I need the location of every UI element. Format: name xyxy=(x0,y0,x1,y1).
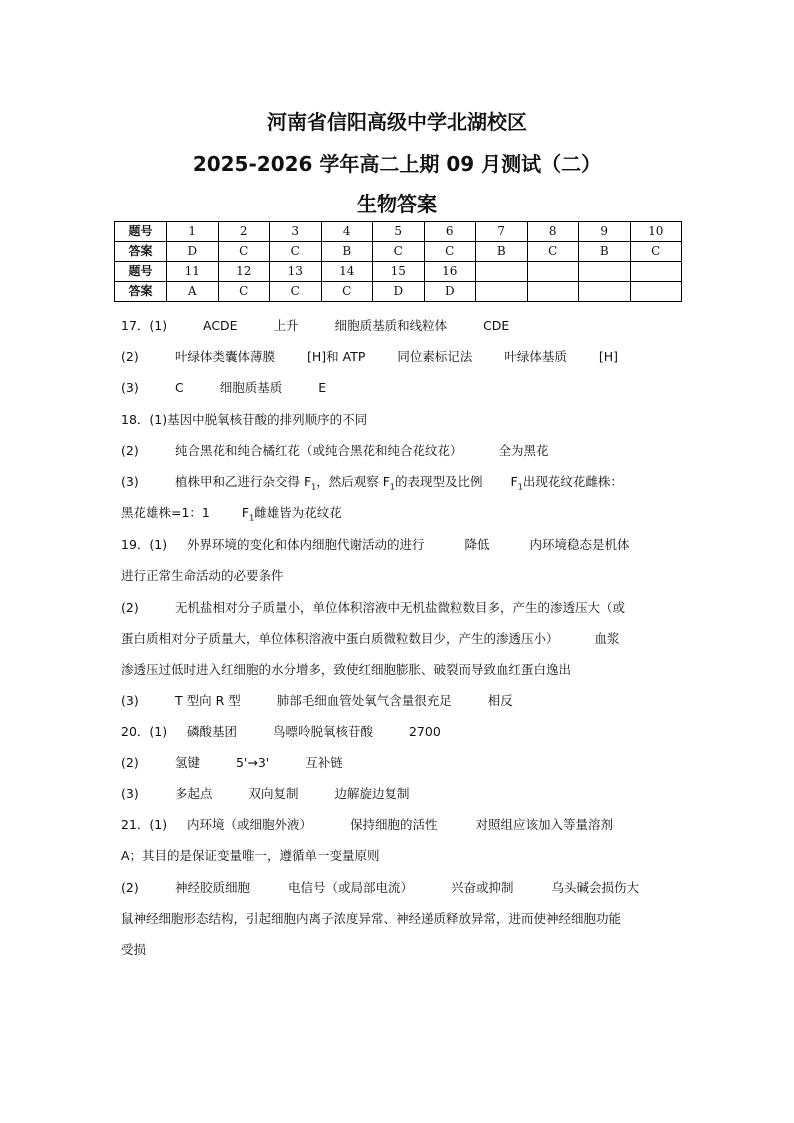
answer-line-19-2 xyxy=(121,598,625,616)
table-cell: B xyxy=(579,242,631,262)
answer-table xyxy=(114,221,682,302)
answer-line-18-3 xyxy=(121,472,623,492)
answer-line-21-2 xyxy=(121,878,639,896)
table-cell: 9 xyxy=(579,222,631,242)
table-cell xyxy=(579,262,631,282)
table-cell: 16 xyxy=(424,262,476,282)
table-cell: C xyxy=(527,242,579,262)
answer-text: 肺部毛细血管处氧气含量很充足 xyxy=(276,693,452,708)
answer-text: 乌头碱会损伤大 xyxy=(551,880,639,895)
table-cell xyxy=(579,282,631,302)
answer-text: 黑花雄株=1：1 xyxy=(121,505,210,520)
answer-text: 鼠神经细胞形态结构，引起细胞内离子浓度异常、神经递质释放异常，进而使神经细胞功能 xyxy=(121,911,622,926)
answer-text: 无机盐相对分子质量小，单位体积溶液中无机盐微粒数目多，产生的渗透压大（或 xyxy=(174,600,625,615)
answer-text: 叶绿体类囊体薄膜 xyxy=(174,349,275,364)
table-cell: 14 xyxy=(321,262,373,282)
answer-text: A；其目的是保证变量唯一，遵循单一变量原则 xyxy=(121,848,380,863)
answer-line-19-2-cont2 xyxy=(121,660,571,678)
table-cell: C xyxy=(218,242,270,262)
table-cell: 5 xyxy=(373,222,425,242)
answer-line-17-1 xyxy=(121,316,509,334)
table-cell xyxy=(476,282,528,302)
subscript: 1 xyxy=(517,482,523,492)
answer-text: 相反 xyxy=(487,693,513,708)
table-cell: C xyxy=(373,242,425,262)
answer-text: 磷酸基团 xyxy=(186,724,237,739)
table-row xyxy=(115,282,682,302)
table-cell xyxy=(476,262,528,282)
question-number: 17．(1) xyxy=(121,318,168,333)
answer-text: 内环境稳态是机体 xyxy=(529,537,630,552)
answer-text: 兴奋或抑制 xyxy=(450,880,514,895)
question-number: 20．(1) xyxy=(121,724,168,739)
table-row xyxy=(115,262,682,282)
answer-text: ACDE xyxy=(202,318,238,333)
answer-text: 基因中脱氧核苷酸的排列顺序的不同 xyxy=(167,412,368,427)
question-number: (3) xyxy=(121,474,139,489)
question-number: (2) xyxy=(121,443,139,458)
answer-text: 的表现型及比例 xyxy=(395,474,483,489)
table-cell: 2 xyxy=(218,222,270,242)
answer-text: 同位素标记法 xyxy=(397,349,473,364)
question-label: 题号 xyxy=(115,222,167,242)
answer-text: 氢键 xyxy=(174,755,200,770)
answer-text: 受损 xyxy=(121,942,147,957)
table-cell: 12 xyxy=(218,262,270,282)
table-cell: 8 xyxy=(527,222,579,242)
table-cell xyxy=(527,262,579,282)
answer-text: 鸟嘌呤脱氧核苷酸 xyxy=(272,724,373,739)
table-cell: B xyxy=(476,242,528,262)
table-row xyxy=(115,222,682,242)
school-title: 河南省信阳高级中学北湖校区 xyxy=(267,110,527,134)
answer-text: 全为黑花 xyxy=(498,443,549,458)
table-cell: D xyxy=(424,282,476,302)
table-cell: C xyxy=(630,242,682,262)
answer-text: 内环境（或细胞外液） xyxy=(186,817,312,832)
answer-text: CDE xyxy=(483,318,510,333)
answer-text: 外界环境的变化和体内细胞代谢活动的进行 xyxy=(186,537,425,552)
answer-text: 雌雄皆为花纹花 xyxy=(254,505,342,520)
answer-line-20-1 xyxy=(121,722,441,740)
answer-text: 互补链 xyxy=(305,755,343,770)
answer-text: E xyxy=(318,380,327,395)
answer-line-21-1-cont xyxy=(121,846,380,864)
answer-line-21-2-cont xyxy=(121,909,621,927)
answer-text: 保持细胞的活性 xyxy=(349,817,438,832)
question-number: (3) xyxy=(121,786,139,801)
answer-text: 渗透压过低时进入红细胞的水分增多，致使红细胞膨胀、破裂而导致血红蛋白逸出 xyxy=(121,662,572,677)
table-cell: C xyxy=(270,282,322,302)
answer-line-18-1 xyxy=(121,410,367,428)
table-cell xyxy=(527,282,579,302)
answer-text: 纯合黑花和纯合橘红花（或纯合黑花和纯合花纹花） xyxy=(174,443,463,458)
table-cell: 13 xyxy=(270,262,322,282)
subscript: 1 xyxy=(311,482,317,492)
table-cell: B xyxy=(321,242,373,262)
answer-text: 上升 xyxy=(273,318,299,333)
answer-line-17-3 xyxy=(121,378,326,396)
table-cell: A xyxy=(167,282,219,302)
subject-title: 生物答案 xyxy=(357,192,437,216)
answer-text: 电信号（或局部电流） xyxy=(287,880,413,895)
answer-line-19-2-cont xyxy=(121,629,620,647)
answer-line-18-2 xyxy=(121,441,549,459)
question-label: 题号 xyxy=(115,262,167,282)
answer-text: 多起点 xyxy=(174,786,213,801)
question-number: 19．(1) xyxy=(121,537,168,552)
answer-text: 叶绿体基质 xyxy=(504,349,567,364)
answer-line-19-1 xyxy=(121,535,630,553)
answer-text: T 型向 R 型 xyxy=(174,693,241,708)
answer-line-17-2 xyxy=(121,347,618,365)
table-cell xyxy=(630,282,682,302)
table-cell: 15 xyxy=(373,262,425,282)
table-cell xyxy=(630,262,682,282)
question-number: (3) xyxy=(121,380,139,395)
table-cell: C xyxy=(321,282,373,302)
answer-label: 答案 xyxy=(115,282,167,302)
answer-text: 植株甲和乙进行杂交得 F xyxy=(174,474,312,489)
answer-text: 细胞质基质 xyxy=(219,380,283,395)
answer-text: 进行正常生命活动的必要条件 xyxy=(121,568,284,583)
question-number: 21．(1) xyxy=(121,817,168,832)
answer-text: 2700 xyxy=(408,724,441,739)
question-number: (2) xyxy=(121,755,139,770)
answer-text: 5'→3' xyxy=(235,755,270,770)
question-number: (3) xyxy=(121,693,139,708)
question-number: 18．(1) xyxy=(121,412,168,427)
question-number: (2) xyxy=(121,880,139,895)
subscript: 1 xyxy=(389,482,396,492)
answer-line-18-3-cont xyxy=(121,503,342,523)
answer-line-20-2 xyxy=(121,753,343,771)
table-row xyxy=(115,242,682,262)
answer-text: 细胞质基质和线粒体 xyxy=(334,318,448,333)
question-number: (2) xyxy=(121,349,139,364)
answer-text: 神经胶质细胞 xyxy=(174,880,250,895)
answer-text: F xyxy=(510,474,518,489)
subscript: 1 xyxy=(249,513,255,523)
exam-title: 2025-2026 学年高二上期 09 月测试（二） xyxy=(192,152,602,176)
answer-text: [H]和 ATP xyxy=(306,349,366,364)
answer-line-20-3 xyxy=(121,784,410,802)
answer-text: 蛋白质相对分子质量大，单位体积溶液中蛋白质微粒数目少，产生的渗透压小） xyxy=(121,631,559,646)
answer-text: 降低 xyxy=(464,537,490,552)
answer-text: F xyxy=(241,505,250,520)
answer-label: 答案 xyxy=(115,242,167,262)
answer-text: 边解旋边复制 xyxy=(334,786,410,801)
answer-text: [H] xyxy=(598,349,619,364)
answer-text: 双向复制 xyxy=(248,786,299,801)
answer-line-21-1 xyxy=(121,815,613,833)
table-cell: 1 xyxy=(167,222,219,242)
table-cell: C xyxy=(218,282,270,302)
answer-line-19-1-cont xyxy=(121,566,284,584)
table-cell: 7 xyxy=(476,222,528,242)
table-cell: 6 xyxy=(424,222,476,242)
answer-text: ，然后观察 F xyxy=(316,474,390,489)
table-cell: 10 xyxy=(630,222,682,242)
answer-line-21-2-cont2 xyxy=(121,940,146,958)
table-cell: 3 xyxy=(270,222,322,242)
answer-text: 血浆 xyxy=(594,631,620,646)
table-cell: D xyxy=(167,242,219,262)
answer-text: 出现花纹花雌株： xyxy=(522,474,623,489)
answer-text: C xyxy=(174,380,184,395)
table-cell: D xyxy=(373,282,425,302)
table-cell: C xyxy=(270,242,322,262)
answer-line-19-3 xyxy=(121,691,513,709)
table-cell: 11 xyxy=(167,262,219,282)
table-cell: C xyxy=(424,242,476,262)
answer-text: 对照组应该加入等量溶剂 xyxy=(475,817,613,832)
question-number: (2) xyxy=(121,600,139,615)
table-cell: 4 xyxy=(321,222,373,242)
